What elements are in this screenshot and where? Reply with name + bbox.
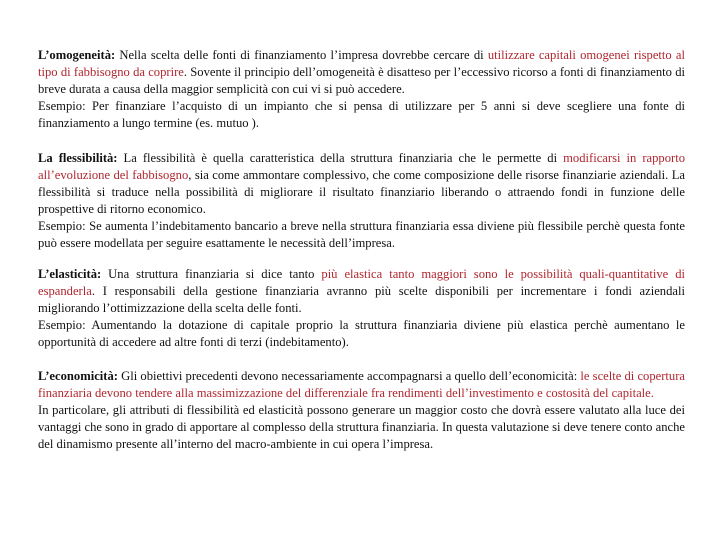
example-text: Esempio: Aumentando la dotazione di capitale proprio la struttura finanziaria diviene più elastica perchè aumentano le opportunità di accedere ad altre fonti di terzi (indebitamento). <box>38 317 685 349</box>
section-flessibilita <box>38 150 685 251</box>
highlight-text: modificarsi in rapporto all’evoluzione del fabbisogno <box>38 151 685 182</box>
body-text: . I responsabili della gestione finanziaria avranno più scelte disponibili per incrementare i fondi aziendali migliorando l’ottimizzazione della scelta delle fonti. <box>38 283 685 315</box>
example-text: Esempio: Se aumenta l’indebitamento bancario a breve nella struttura finanziaria essa diviene più flessibile perchè questa fonte può essere modellata per seguire esattamente le necessità dell’impresa. <box>38 218 685 250</box>
section-title: L’economicità: <box>38 369 118 383</box>
paragraph-text: In particolare, gli attributi di flessibilità ed elasticità possono generare un maggior costo che dovrà essere valutato alla luce dei vantaggi che sono in grado di apportare al complesso della struttura finanziaria. In questa valutazione si deve tenere conto anche del dinamismo presente all’interno del macro-ambiente in cui opera l’impresa. <box>38 402 685 451</box>
example-text: Esempio: Per finanziare l’acquisto di un impianto che si pensa di utilizzare per 5 anni si deve scegliere una fonte di finanziamento a lungo termine (es. mutuo ). <box>38 98 685 130</box>
paragraph <box>38 150 685 218</box>
paragraph <box>38 47 685 98</box>
highlight-text: le scelte di copertura finanziaria devono tendere alla massimizzazione del differenziale fra rendimenti dell’investimento e costosità del capitale. <box>38 369 686 400</box>
body-text: Una struttura finanziaria si dice tanto <box>101 267 322 281</box>
paragraph <box>38 368 685 402</box>
highlight-text: più elastica tanto maggiori sono le possibilità quali-quantitative di espanderla <box>38 267 685 298</box>
body-text: . Sovente il principio dell’omogeneità è disatteso per l’eccessivo ricorso a fonti di finanziamento di breve durata a causa della maggior semplicità con cui vi si può accedere. <box>38 64 685 96</box>
paragraph <box>38 266 685 317</box>
body-text: , sia come ammontare complessivo, che come composizione delle risorse finanziarie aziendali. La flessibilità si traduce nella possibilità di migliorare il risultato finanziario liberando o attraendo fondi in funzione delle prospettive di ritorno economico. <box>38 167 685 216</box>
section-omogeneita <box>38 47 685 132</box>
section-title: L’omogeneità: <box>38 48 116 62</box>
highlight-text: utilizzare capitali omogenei rispetto al tipo di fabbisogno da coprire <box>38 48 685 79</box>
section-title: L’elasticità: <box>38 267 102 281</box>
section-elasticita <box>38 266 685 351</box>
section-economicita <box>38 368 685 453</box>
section-title: La flessibilità: <box>38 151 118 165</box>
body-text: La flessibilità è quella caratteristica della struttura finanziaria che le permette di <box>117 151 564 165</box>
body-text: Nella scelta delle fonti di finanziamento l’impresa dovrebbe cercare di <box>115 48 488 62</box>
body-text: Gli obiettivi precedenti devono necessariamente accompagnarsi a quello dell’economicità: <box>117 369 581 383</box>
